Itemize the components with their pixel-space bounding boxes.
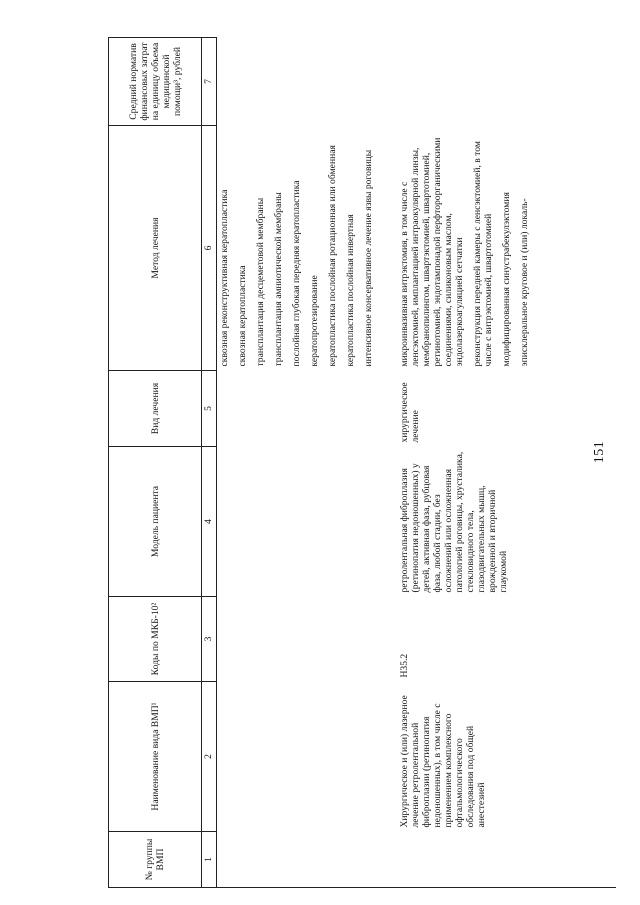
cost-cell	[217, 38, 617, 126]
column-number: 3	[202, 597, 217, 682]
vmp-table	[108, 37, 616, 888]
treatment-type-cell	[217, 371, 617, 447]
table-row	[217, 38, 617, 888]
column-number: 7	[202, 38, 217, 126]
patient-model: ретролентальная фиброплазия (ретинопатия недоношенных) у детей, активная фаза, рубцовая фаза, любой стадии, без осложнений или осложненная патологией роговицы, хрусталика, стекловидного тела, глазодвигательных мышц, врожденной и вторичной глаукомой	[399, 451, 509, 593]
method-item: трансплантация десцеметовой мембраны	[255, 197, 266, 367]
treatment-method-cell	[217, 126, 617, 371]
header-mkb-code: Коды по МКБ-10²	[109, 597, 202, 682]
header-vmp-name: Наименование вида ВМП¹	[109, 682, 202, 832]
mkb-code: H35.2	[399, 653, 410, 678]
vmp-name: Хирургическое и (или) лазерное лечение ретролентальной фиброплазии (ретинопатия недоношенных), в том числе с применением комплексного офтальмологического обследования под общей анестезией	[399, 695, 487, 828]
column-number: 1	[202, 832, 217, 888]
method-item: кератопластика послойная ротационная или обменная	[327, 145, 338, 367]
method-list-previous	[219, 130, 399, 367]
rotated-page	[108, 38, 624, 888]
method-item: кератопротезирование	[309, 275, 320, 367]
method-item: микроинвазивная витрэктомия, в том числе с ленсэктомией, имплантацией интраокулярной линзы, мембранопилингом, швартэктомией, швартотомией, ретинотомией, эндотампонадой перфторорганическими соединениями, силиконовым маслом, эндолазеркоагуляцией сетчатки	[399, 137, 465, 367]
method-item: интенсивное консервативное лечение язвы роговицы	[363, 149, 374, 367]
column-number: 4	[202, 447, 217, 597]
method-item: кератопластика послойная инвертная	[345, 214, 356, 367]
method-item: сквозная кератопластика	[237, 265, 248, 367]
mkb-code-cell	[217, 597, 617, 682]
column-number: 6	[202, 126, 217, 371]
method-item: реконструкция передней камеры с ленсэктомией, в том числе с витрэктомией, швартотомией	[472, 141, 494, 367]
method-item: модифицированная синустрабекулэктомия	[501, 192, 512, 367]
header-treatment-method: Метод лечения	[109, 126, 202, 371]
header-treatment-type: Вид лечения	[109, 371, 202, 447]
vmp-name-cell	[217, 682, 617, 832]
column-number: 2	[202, 682, 217, 832]
method-item: эписклеральное круговое и (или) локаль-	[519, 198, 530, 367]
treatment-type: хирургическое лечение	[399, 382, 421, 443]
method-list	[399, 130, 530, 367]
patient-model-cell	[217, 447, 617, 597]
page-number: 151	[592, 440, 607, 464]
header-patient-model: Модель пациента	[109, 447, 202, 597]
method-item: послойная глубокая передняя кератопластика	[291, 180, 302, 367]
method-item: трансплантация амниотической мембраны	[273, 192, 284, 367]
header-cost: Средний норматив финансовых затрат на единицу объема медицинской помощи³, рублей	[109, 38, 202, 126]
group-number-cell	[217, 832, 617, 888]
header-group-number: № группы ВМП	[109, 832, 202, 888]
column-number: 5	[202, 371, 217, 447]
column-number-row	[202, 38, 217, 888]
header-row	[109, 38, 202, 888]
method-item: сквозная реконструктивная кератопластика	[219, 189, 230, 367]
